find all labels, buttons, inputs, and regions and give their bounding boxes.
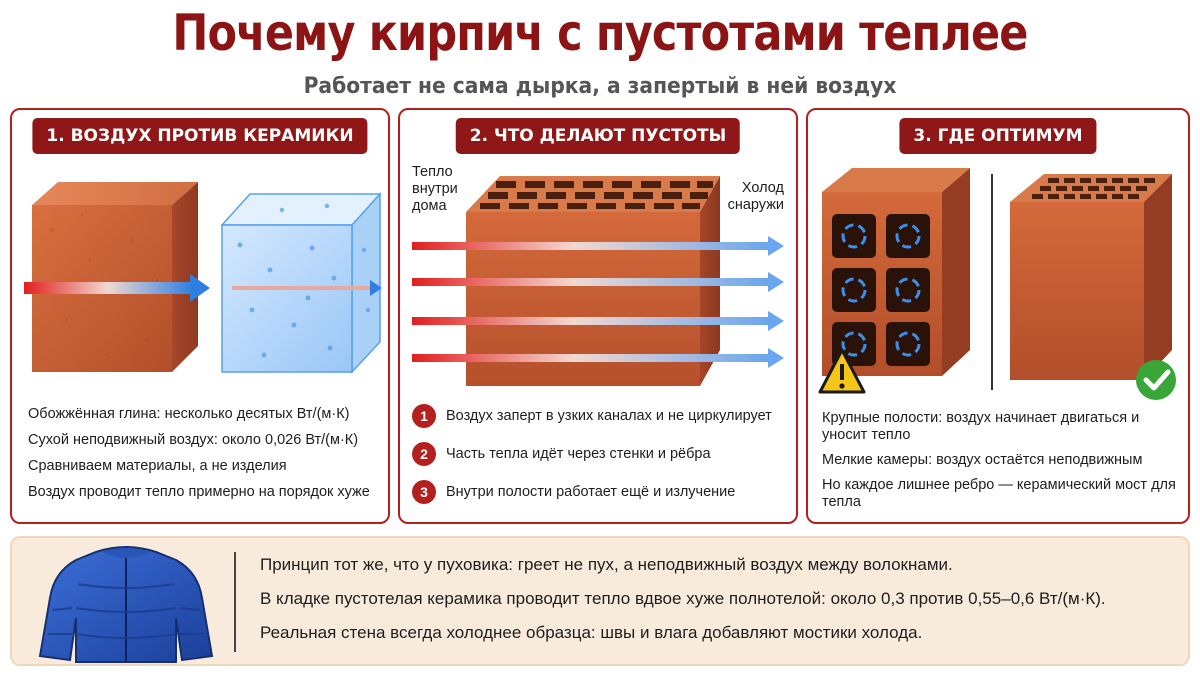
list-item-text: Внутри полости работает ещё и излучение [446,484,736,500]
bottom-summary [10,536,1190,666]
panel1-badge: 1. ВОЗДУХ ПРОТИВ КЕРАМИКИ [32,118,367,154]
list-item [412,440,792,468]
list-item-text: Часть тепла идёт через стенки и рёбра [446,446,711,462]
air-vs-ceramic-illustration [12,110,392,410]
note-air-conductivity: Сухой неподвижный воздух: около 0,026 Вт/(м·К) [28,432,359,448]
list-item [412,478,792,506]
brick-large-voids [822,168,970,376]
bottom-lines [260,554,1185,656]
panel-air-vs-ceramic [10,108,390,524]
number-badge: 2 [412,442,436,466]
note-order-of-magnitude: Воздух проводит тепло примерно на порядок хуже [28,484,370,500]
number-badge: 3 [412,480,436,504]
note-ceramic-bridge: Но каждое лишнее ребро — керамический мост для тепла [822,477,1176,510]
panel3-notes [822,410,1184,519]
jacket-icon [26,538,226,664]
label-warm-inside: Тепло внутри дома [412,164,458,214]
air-cube [222,194,380,372]
check-icon [1136,360,1176,400]
panel2-list [412,402,792,516]
note-small-cells: Мелкие камеры: воздух остаётся неподвижным [822,452,1143,468]
bottom-divider [234,552,236,652]
panel3-badge: 3. ГДЕ ОПТИМУМ [899,118,1096,154]
optimum-comparison-illustration [808,110,1192,406]
note-large-voids: Крупные полости: воздух начинает двигаться и уносит тепло [822,410,1140,443]
list-item-text: Воздух заперт в узких каналах и не циркулирует [446,408,772,424]
panel2-badge: 2. ЧТО ДЕЛАЮТ ПУСТОТЫ [456,118,740,154]
list-item [412,402,792,430]
number-badge: 1 [412,404,436,428]
panel1-notes [28,406,384,510]
summary-real-wall: Реальная стена всегда холоднее образца: швы и влага добавляют мостики холода. [260,623,923,642]
summary-masonry-comparison: В кладке пустотелая керамика проводит тепло вдвое хуже полнотелой: около 0,3 против 0,55–0,6 Вт/(м·К). [260,589,1106,608]
panel-optimum [806,108,1190,524]
page-title: Почему кирпич с пустотами теплее [172,4,1028,62]
panel-what-voids-do [398,108,798,524]
note-clay-conductivity: Обожжённая глина: несколько десятых Вт/(м·К) [28,406,350,422]
brick-small-cells [1010,174,1172,380]
summary-jacket-principle: Принцип тот же, что у пуховика: греет не пух, а неподвижный воздух между волокнами. [260,555,953,574]
label-cold-outside: Холод снаружи [727,180,784,213]
note-compare-materials: Сравниваем материалы, а не изделия [28,458,287,474]
solid-brick [32,182,198,372]
page-subtitle: Работает не сама дырка, а запертый в ней воздух [303,74,897,99]
